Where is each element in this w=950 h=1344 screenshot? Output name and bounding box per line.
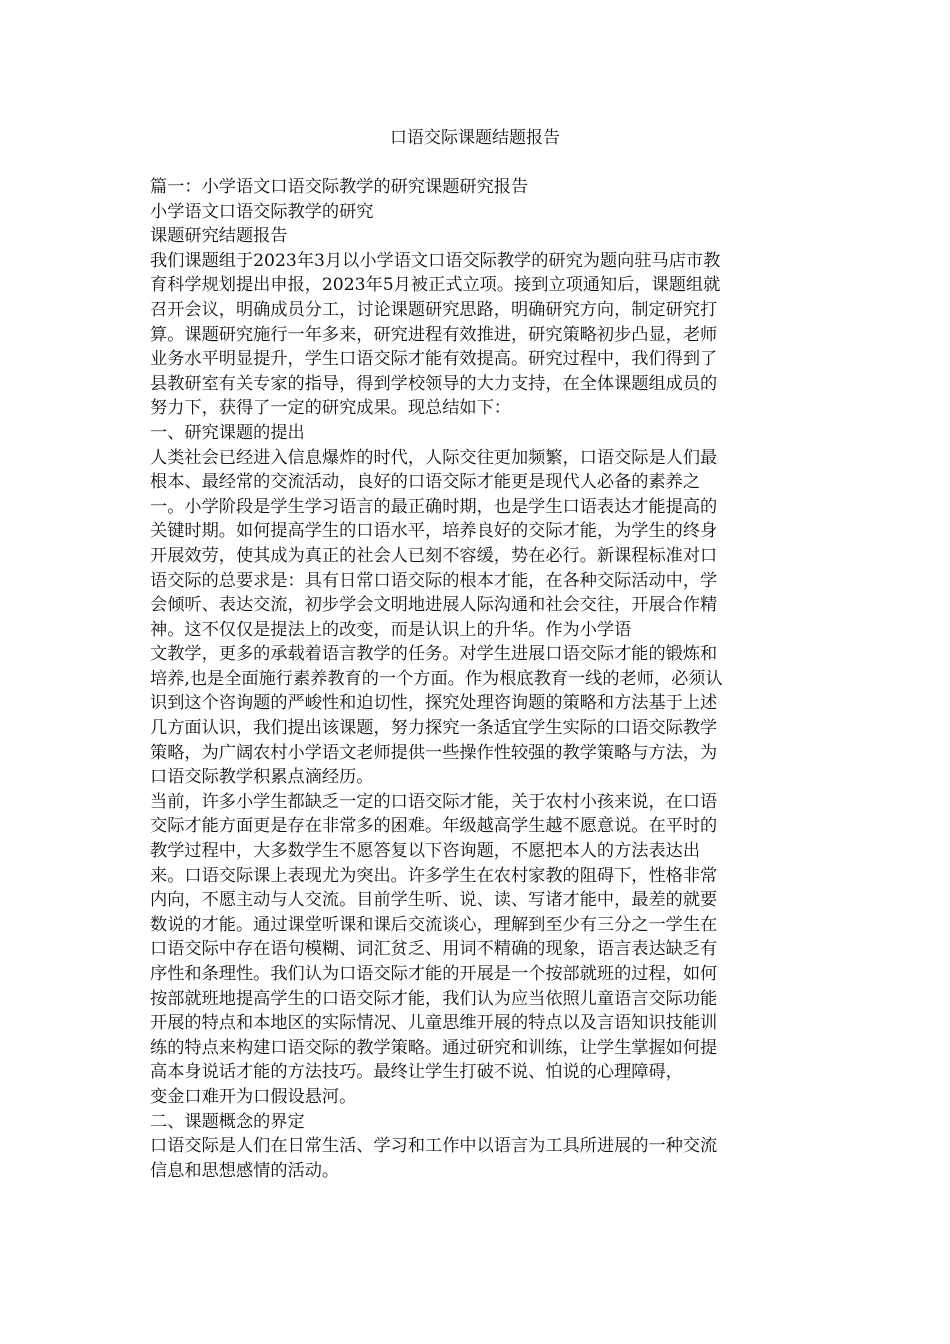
body-line: 数说的才能。通过课堂听课和课后交流谈心，理解到至少有三分之一学生在 — [150, 914, 718, 935]
body-line: 召开会议，明确成员分工，讨论课题研究思路，明确研究方向，制定研究打 — [150, 299, 718, 320]
body-line: 开展效劳，使其成为真正的社会人已刻不容缓，势在必行。新课程标准对口 — [150, 545, 718, 566]
body-line: 当前，许多小学生都缺乏一定的口语交际才能，关于农村小孩来说，在口语 — [150, 791, 718, 812]
body-line: 育科学规划提出申报，2023年5月被正式立项。接到立项通知后，课题组就 — [150, 275, 721, 296]
document-body — [150, 175, 790, 1183]
body-line: 一。小学阶段是学生学习语言的最正确时期，也是学生口语表达才能提高的 — [150, 496, 718, 517]
body-line: 业务水平明显提升，学生口语交际才能有效提高。研究过程中，我们得到了 — [150, 349, 718, 370]
body-line: 文教学，更多的承载着语言教学的任务。对学生进展口语交际才能的锻炼和 — [150, 644, 718, 665]
body-line: 篇一：小学语文口语交际教学的研究课题研究报告 — [150, 177, 529, 197]
body-line: 几方面认识，我们提出该课题，努力探究一条适宜学生实际的口语交际教学 — [150, 718, 718, 739]
body-line: 内向，不愿主动与人交流。目前学生听、说、读、写诸才能中，最差的就要 — [150, 890, 718, 911]
body-line: 算。课题研究施行一年多来，研究进程有效推进，研究策略初步凸显，老师 — [150, 324, 718, 345]
body-line: 高本身说话才能的方法技巧。最终让学生打破不说、怕说的心理障碍， — [150, 1062, 683, 1083]
body-line: 语交际的总要求是：具有日常口语交际的根本才能，在各种交际活动中，学 — [150, 570, 718, 591]
body-line: 按部就班地提高学生的口语交际才能，我们认为应当依照儿童语言交际功能 — [150, 988, 718, 1009]
body-line: 信息和思想感情的活动。 — [150, 1160, 340, 1181]
body-line: 会倾听、表达交流，初步学会文明地进展人际沟通和社会交往，开展合作精 — [150, 595, 718, 616]
body-line: 来。口语交际课上表现尤为突出。许多学生在农村家教的阻碍下，性格非常 — [150, 865, 718, 886]
body-line: 关键时期。如何提高学生的口语水平，培养良好的交际才能，为学生的终身 — [150, 521, 718, 542]
body-line: 人类社会已经进入信息爆炸的时代，人际交往更加频繁，口语交际是人们最 — [150, 447, 718, 468]
body-line: 神。这不仅仅是提法上的改变，而是认识上的升华。作为小学语 — [150, 619, 632, 640]
body-line: 开展的特点和本地区的实际情况、儿童思维开展的特点以及言语知识技能训 — [150, 1013, 718, 1034]
body-line: 二、课题概念的界定 — [150, 1111, 305, 1132]
body-line: 培养,也是全面施行素养教育的一个方面。作为根底教育一线的老师，必须认 — [150, 668, 723, 689]
body-line: 识到这个咨询题的严峻性和迫切性，探究处理咨询题的策略和方法基于上述 — [150, 693, 718, 714]
body-line: 教学过程中，大多数学生不愿答复以下咨询题，不愿把本人的方法表达出 — [150, 841, 701, 862]
body-line: 交际才能方面更是存在非常多的困难。年级越高学生越不愿意说。在平时的 — [150, 816, 718, 837]
body-line: 课题研究结题报告 — [150, 226, 288, 247]
body-line: 口语交际中存在语句模糊、词汇贫乏、用词不精确的现象，语言表达缺乏有 — [150, 939, 718, 960]
body-line: 小学语文口语交际教学的研究 — [150, 201, 374, 222]
body-line: 一、研究课题的提出 — [150, 422, 305, 443]
body-line: 根本、最经常的交流活动，良好的口语交际才能更是现代人必备的素养之 — [150, 472, 701, 493]
body-line: 我们课题组于2023年3月以小学语文口语交际教学的研究为题向驻马店市教 — [150, 250, 721, 271]
body-line: 县教研室有关专家的指导，得到学校领导的大力支持，在全体课题组成员的 — [150, 373, 718, 394]
body-line: 努力下，获得了一定的研究成果。现总结如下： — [150, 398, 511, 419]
document-title: 口语交际课题结题报告 — [390, 128, 560, 148]
body-line: 练的特点来构建口语交际的教学策略。通过研究和训练，让学生掌握如何提 — [150, 1037, 718, 1058]
body-line: 序性和条理性。我们认为口语交际才能的开展是一个按部就班的过程，如何 — [150, 964, 718, 984]
body-line: 变金口难开为口假设悬河。 — [150, 1086, 357, 1107]
body-line: 口语交际是人们在日常生活、学习和工作中以语言为工具所进展的一种交流 — [150, 1136, 718, 1157]
body-line: 口语交际教学积累点滴经历。 — [150, 767, 374, 788]
body-line: 策略，为广阔农村小学语文老师提供一些操作性较强的教学策略与方法，为 — [150, 742, 718, 763]
